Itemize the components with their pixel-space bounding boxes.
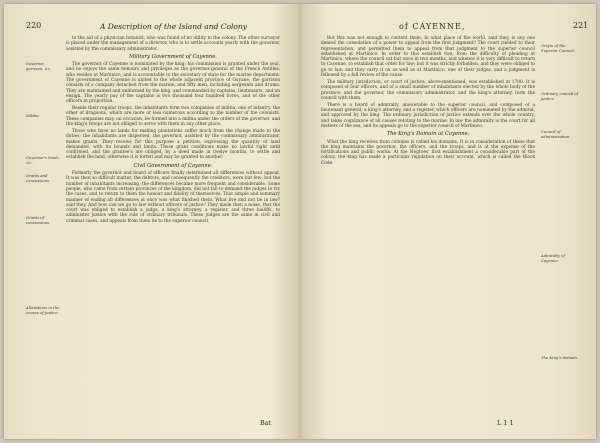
paragraph: The military jurisdiction, or court of justice, above-mentioned, was established in 1700. It is composed of four officers, and of a small number of inhabitants elected by the whole body of the province; and the governor, the commissary administrator, and the king's attorney, form the council with them. bbox=[321, 79, 535, 101]
paragraph: Beside their regular troops, the inhabitants form two companies of militia, one of infantry, the other of dragoons, which are more or less numerous according to the number of the colonists. These companies may, on occasion, be formed into a militia under the orders of the governor, and the king's troops are not obliged to serve with them in any other place. bbox=[66, 106, 280, 128]
book-spread bbox=[4, 4, 596, 439]
right-signature-mark: L 1 1 bbox=[497, 419, 514, 427]
paragraph: What the king receives from colonies is called his domains. It is in consideration of these that the king maintains the governor, the officers, and the troops, and is at the expense of the fortifications and public works. At the Negroes' first establishment a considerable part of the colony, the king has made a particular regulation on their account, which is called the Black Code. bbox=[321, 139, 535, 166]
margin-note: The King's domain. bbox=[541, 355, 579, 360]
margin-note: Council of administration. bbox=[541, 129, 571, 139]
margin-note: Admiralty of Cayenne. bbox=[541, 253, 565, 263]
paragraph: The governor of Cayenne is nominated by the king; his commission is granted under the seal, and he enjoys the same honours and privileges as the governor-general of the French Antilles, who resides at Martinico, and is accountable to the secretary of state for the marine department. The government of Cayenne is united to the whole adjacent province of Guyane, the garrison consists of a company detached from the marine, and fifty men, including sergeants and drums. They are maintained and uniformed by the king, and commanded by captains, lieutenants, and an ensign. The yearly pay of the captains is two thousand four hundred livres, and of the other officers in proportion. bbox=[66, 62, 280, 105]
right-page-number: 221 bbox=[573, 21, 589, 30]
margin-note: Ordinary council of justice. bbox=[541, 91, 579, 101]
margin-note: Origin of the Superior Council. bbox=[541, 43, 575, 53]
margin-note: Grants and concessions. bbox=[26, 173, 51, 183]
paragraph: There is a board of admiralty, answerable to the superior council, and composed of a lieutenant general, a king's attorney, and a register, which officers are nominated by the admiral, and approved by the king. The ordinary jurisdiction of justice extends over the whole country, and takes cognizance of all causes relating to the marine. In law the admiralty is the court for all matters of the sea, and its appeals go to the superior council of Martinico. bbox=[321, 102, 535, 129]
left-page-number: 220 bbox=[26, 21, 42, 30]
right-text-column bbox=[321, 36, 535, 168]
right-running-header: of CAYENNE, bbox=[399, 22, 466, 31]
left-running-header: A Description of the Island and Colony bbox=[100, 22, 247, 31]
left-text-column bbox=[66, 36, 280, 226]
margin-note: Militia. bbox=[26, 113, 40, 118]
left-catchword: Bat bbox=[260, 419, 272, 427]
paragraph: Formerly the governor and board of officers finally determined all differences without appeal. It was then so difficult matter, the debtors, and consequently the creditors, were but few; but the number of inhabitants increasing, the differences became more frequent and considerable. Some people, who came from certain provinces of the kingdom, did not fail to demand the judges to try the cases, and to return to them the honour and fidelity of themselves. That simple and summary manner of ending all differences at once was what finished them. What live and not be in law? said they, And how can we go to law without officers of justice? They made then a noise, that the court was obliged to establish a judge, a king's attorney, a register, and three bailiffs, to administer justice with the rule of ordinary tribunals. These judges are the same in civil and criminal cases, and appeals from them lie to the superior council. bbox=[66, 171, 280, 224]
paragraph: to the aid of a physician botanist, who was found of no utility to the colony. The other surveyor is placed under the management of a director, who is to settle accounts yearly with the governor, assisted by the commissary administrator. bbox=[66, 36, 280, 52]
paragraph: But this was not enough to content them; In what place of the world, said they, is any one denied the consolation of a power to appeal from the first judgment? The court yielded to their representation, and permitted them to appeal from that judgment to the superior council established at Martinico. In order to this establish two, from the difficulty of pleading at Martinico, where the council sat but once in two months, and whence it is very difficult to return to Cayenne, to establish that order for law; but it was strictly forbidden, and they were obliged to go to law, and they carry it on as well as at Martinico, one of their judges, and a judgment is followed by a full review of the cause. bbox=[321, 36, 535, 79]
margin-note: Alterations in the course of justice. bbox=[26, 305, 60, 315]
paragraph: Those who have no lands for making plantations suffer much from the change made in the duties; the inhabitants are dispersed, the governor, assisted by the commissary administrator, makes grants. They receive for this purpose a petition, expressing the quantity of land demanded, with its bounds and limits. These grant conditions make no lawful right until confirmed, and the grantee's are obliged, by a deed made in twelve months, to settle and establish the land, otherwise it is forfeit and may be granted to another. bbox=[66, 128, 280, 161]
margin-note: Grants of concessions. bbox=[26, 215, 51, 225]
margin-note: Governor, garrison, &c. bbox=[26, 61, 52, 71]
section-heading: Civil Government of Cayenne. bbox=[133, 162, 213, 169]
margin-note: Governor's lands, &c. bbox=[26, 155, 60, 165]
left-page bbox=[4, 4, 299, 439]
right-page bbox=[301, 4, 596, 439]
section-heading: Military Government of Cayenne. bbox=[129, 53, 217, 60]
section-heading: The King's Domain at Cayenne. bbox=[386, 131, 470, 138]
